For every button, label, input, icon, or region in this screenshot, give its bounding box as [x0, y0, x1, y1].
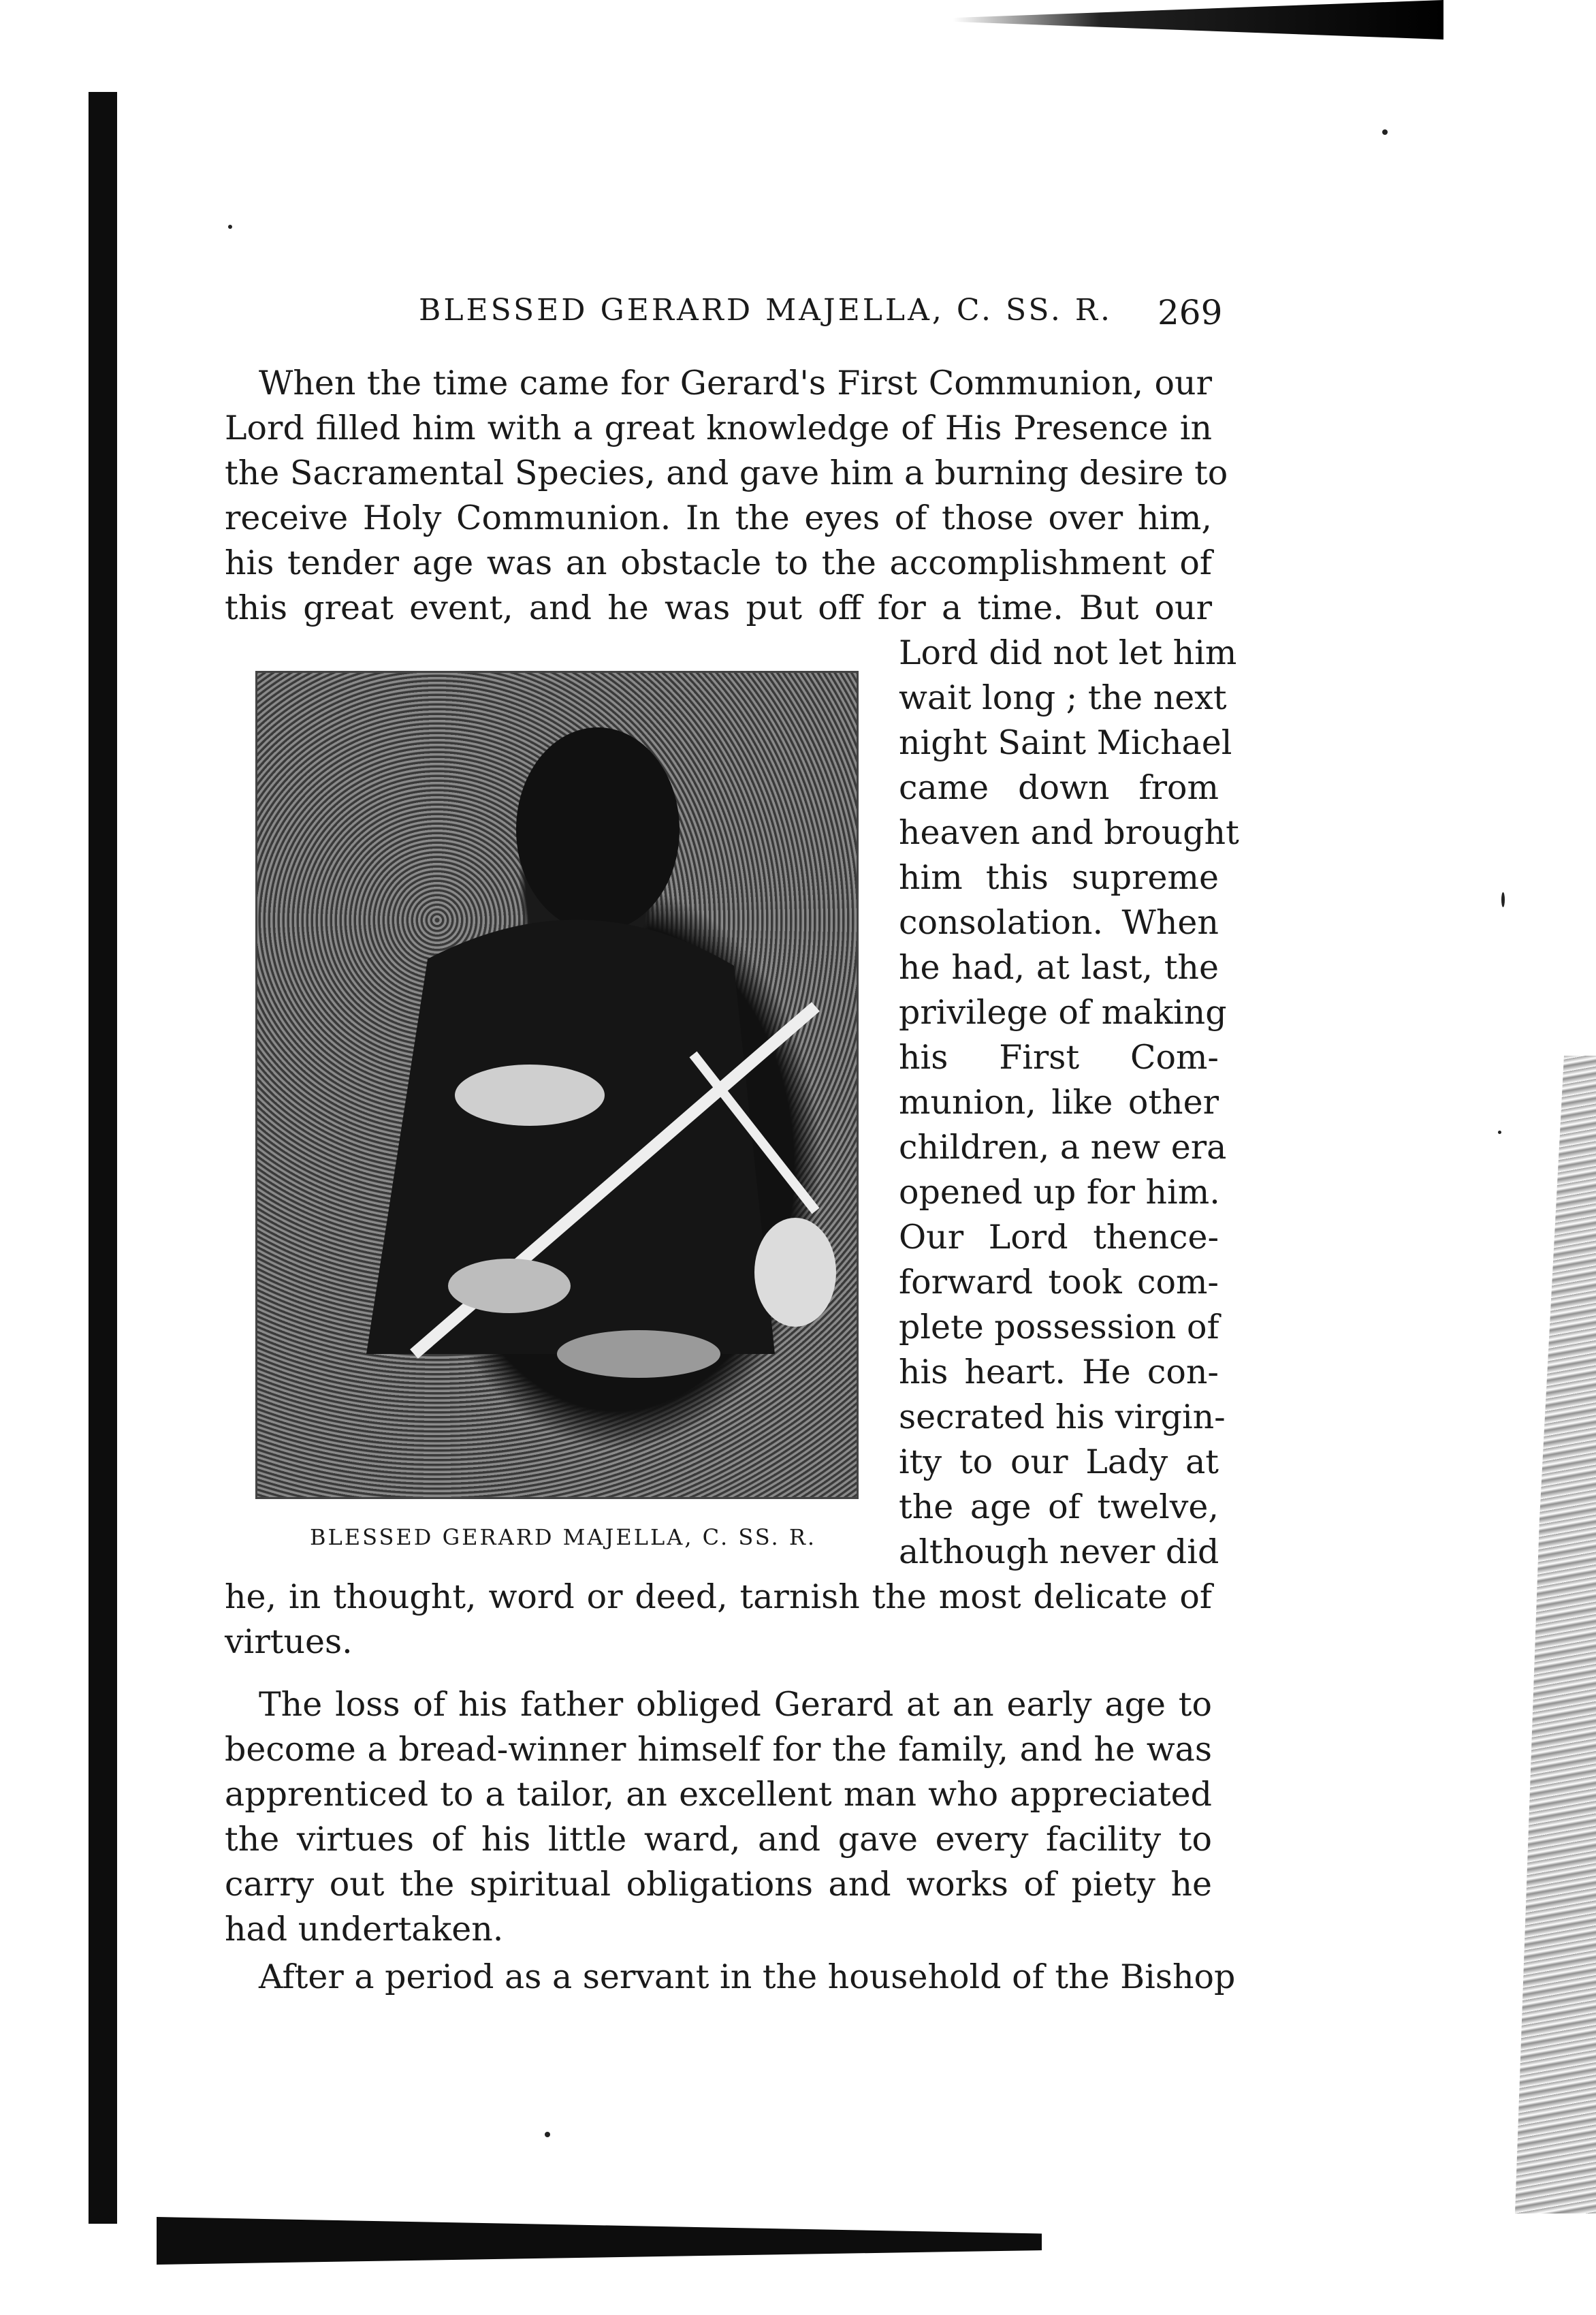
text-line: the age of twelve, [899, 1487, 1219, 1526]
scan-edge-bottom [157, 2217, 1042, 2265]
scan-edge-left [89, 92, 117, 2224]
text-line: Our Lord thence- [899, 1218, 1219, 1257]
text-line: secrated his virgin- [899, 1398, 1226, 1436]
text-line: become a bread-winner himself for the family, and he was [225, 1730, 1212, 1769]
text-line: the virtues of his little ward, and gave every facility to [225, 1820, 1212, 1859]
text-line: carry out the spiritual obligations and works of piety he [225, 1865, 1212, 1904]
scan-speck [1382, 129, 1388, 135]
text-line: forward took com- [899, 1263, 1219, 1302]
illustration-caption: BLESSED GERARD MAJELLA, C. SS. R. [310, 1524, 817, 1550]
text-line: The loss of his father obliged Gerard at an early age to [259, 1685, 1212, 1724]
text-line: wait long ; the next [899, 678, 1227, 717]
text-line: his First Com- [899, 1038, 1219, 1077]
text-line: him this supreme [899, 858, 1219, 897]
portrait-illustration [255, 671, 859, 1499]
scan-speck [545, 2132, 550, 2137]
text-line: children, a new era [899, 1128, 1227, 1167]
scan-edge-top [953, 0, 1443, 40]
text-line: he, in thought, word or deed, tarnish the most delicate of [225, 1577, 1212, 1616]
scan-speck [1498, 1131, 1501, 1134]
text-line: although never did [899, 1532, 1219, 1571]
text-line: he had, at last, the [899, 948, 1219, 987]
scan-edge-right [1515, 1056, 1596, 2214]
text-line: When the time came for Gerard's First Communion, our [259, 364, 1212, 403]
page-number: 269 [1158, 293, 1223, 332]
text-line: came down from [899, 768, 1219, 807]
text-line: munion, like other [899, 1083, 1219, 1122]
text-line: ity to our Lady at [899, 1443, 1219, 1481]
text-line: had undertaken. [225, 1910, 504, 1949]
text-line: this great event, and he was put off for a time. But our [225, 588, 1212, 627]
text-line: After a period as a servant in the household of the Bishop [259, 1957, 1236, 1996]
text-line: the Sacramental Species, and gave him a burning desire to [225, 454, 1228, 492]
text-line: Lord did not let him [899, 633, 1237, 672]
text-line: heaven and brought [899, 813, 1239, 852]
text-line: Lord filled him with a great knowledge of His Presence in [225, 409, 1212, 447]
scan-speck [228, 225, 232, 229]
text-line: plete possession of [899, 1308, 1219, 1347]
text-line: privilege of making [899, 993, 1227, 1032]
text-line: apprenticed to a tailor, an excellent man who appreciated [225, 1775, 1212, 1814]
text-line: night Saint Michael [899, 723, 1232, 762]
text-line: virtues. [225, 1622, 353, 1661]
text-line: opened up for him. [899, 1173, 1220, 1212]
text-line: consolation. When [899, 903, 1219, 942]
text-line: his heart. He con- [899, 1353, 1219, 1391]
text-line: receive Holy Communion. In the eyes of those over him, [225, 499, 1212, 537]
portrait-figure [257, 673, 857, 1497]
text-line: his tender age was an obstacle to the accomplishment of [225, 544, 1212, 582]
running-head: BLESSED GERARD MAJELLA, C. SS. R. [419, 293, 1113, 328]
scan-speck [1501, 892, 1505, 907]
